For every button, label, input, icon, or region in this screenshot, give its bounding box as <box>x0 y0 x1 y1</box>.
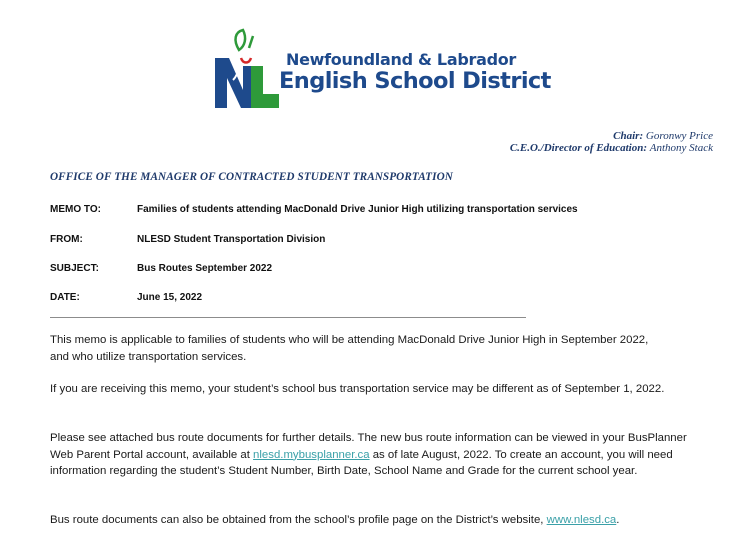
busplanner-text-before: Please see attached bus route documents for further details. The new bus route information can be viewed in your BusPlanner Web Parent Portal account, available at <box>50 432 687 461</box>
ceo-label: C.E.O./Director of Education: <box>509 142 648 154</box>
memo-to-label: MEMO TO: <box>50 204 101 215</box>
ceo-name: Anthony Stack <box>649 142 713 154</box>
paragraph-service-change: If you are receiving this memo, your student’s school bus transportation service may be different as of September 1, 2022. <box>50 383 665 395</box>
memo-to-value: Families of students attending MacDonald Drive Junior High utilizing transportation services <box>137 204 578 215</box>
nl-leaf-logo-icon <box>213 28 283 108</box>
office-title: OFFICE OF THE MANAGER OF CONTRACTED STUDENT TRANSPORTATION <box>50 171 453 183</box>
from-value: NLESD Student Transportation Division <box>137 234 326 245</box>
logo-text-province: Newfoundland & Labrador <box>286 50 516 69</box>
paragraph-applicability: This memo is applicable to families of students who will be attending MacDonald Drive Junior High in September 2022, and who utilize transportation services. <box>50 334 649 363</box>
chair-line <box>510 130 713 142</box>
from-row <box>50 234 325 245</box>
subject-value: Bus Routes September 2022 <box>137 263 273 274</box>
subject-label: SUBJECT: <box>50 263 99 274</box>
subject-row <box>50 263 272 274</box>
website-text-after: . <box>616 514 620 526</box>
paragraph-busplanner <box>50 430 710 480</box>
nlesd-website-link[interactable]: www.nlesd.ca <box>546 514 617 526</box>
chair-name: Goronwy Price <box>645 130 713 142</box>
website-text-before: Bus route documents can also be obtained from the school’s profile page on the District’s website, <box>50 514 547 526</box>
paragraph-website <box>50 512 710 529</box>
date-label: DATE: <box>50 292 80 303</box>
district-officers <box>510 130 713 154</box>
ceo-line <box>510 142 713 154</box>
logo-text-district: English School District <box>279 68 551 94</box>
date-value: June 15, 2022 <box>137 292 203 303</box>
busplanner-link[interactable]: nlesd.mybusplanner.ca <box>253 448 370 461</box>
busplanner-text-after: as of late August, 2022. To create an account, you will need information regarding the student’s Student Number, Birth Date, School Name and Grade for the current school year. <box>50 448 673 477</box>
memo-to-row <box>50 204 578 215</box>
date-row <box>50 292 202 303</box>
chair-label: Chair: <box>613 130 644 142</box>
header-separator <box>50 317 526 318</box>
from-label: FROM: <box>50 234 83 245</box>
district-logo <box>213 28 551 108</box>
